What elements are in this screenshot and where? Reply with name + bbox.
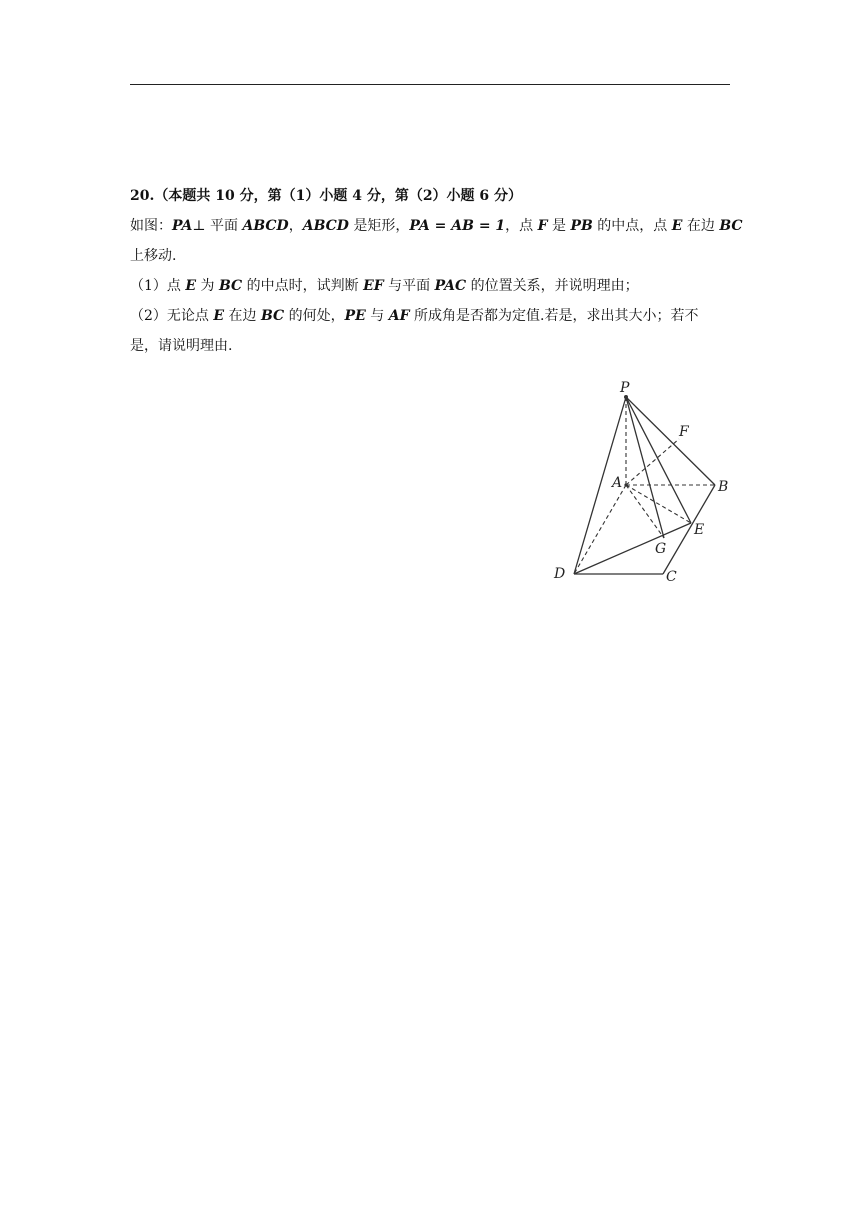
label-f: F bbox=[679, 424, 689, 440]
var-pa: PA bbox=[172, 218, 193, 234]
equation: PA = AB = 1 bbox=[409, 218, 506, 234]
stem-prefix: 如图： bbox=[130, 218, 172, 234]
on-edge-text: 在边 bbox=[682, 218, 720, 234]
q2-var-bc: BC bbox=[260, 308, 285, 324]
edge-ag bbox=[626, 485, 664, 538]
label-a: A bbox=[612, 475, 623, 491]
question-1 bbox=[130, 271, 730, 301]
q2-where: 的何处， bbox=[284, 308, 345, 324]
dashed-edges bbox=[574, 397, 715, 574]
label-c: C bbox=[666, 569, 677, 585]
var-e: E bbox=[671, 218, 683, 234]
var-f: F bbox=[537, 218, 548, 234]
var-bc: BC bbox=[719, 218, 743, 234]
label-p: P bbox=[620, 380, 630, 396]
question-2-line2: 是，请说明理由. bbox=[130, 338, 233, 354]
label-b: B bbox=[718, 479, 729, 495]
q1-prefix: （1）点 bbox=[130, 278, 186, 294]
label-g: G bbox=[655, 541, 667, 557]
solid-edges bbox=[574, 397, 715, 574]
q2-prefix: （2）无论点 bbox=[130, 308, 214, 324]
problem-text bbox=[130, 181, 743, 361]
q2-var-e: E bbox=[213, 308, 225, 324]
var-pb: PB bbox=[570, 218, 593, 234]
var-abcd-2: ABCD bbox=[302, 218, 349, 234]
vertex-a bbox=[624, 483, 627, 486]
q2-and: 与 bbox=[365, 308, 389, 324]
q1-var-pac: PAC bbox=[434, 278, 467, 294]
header-rule bbox=[130, 84, 730, 85]
comma: ， bbox=[288, 218, 303, 234]
edge-cb bbox=[663, 485, 715, 574]
q2-end: 所成角是否都为定值.若是，求出其大小；若不 bbox=[409, 308, 699, 324]
point-text: ，点 bbox=[505, 218, 538, 234]
q2-var-pe: PE bbox=[344, 308, 366, 324]
is-text: 是 bbox=[547, 218, 571, 234]
edge-de bbox=[574, 523, 691, 574]
q1-end: 的位置关系，并说明理由； bbox=[466, 278, 639, 294]
edge-pb bbox=[626, 397, 715, 485]
q1-mid: 的中点时，试判断 bbox=[242, 278, 364, 294]
question-2 bbox=[130, 301, 730, 331]
q1-var-ef: EF bbox=[363, 278, 384, 294]
label-e: E bbox=[694, 522, 705, 538]
problem-stem bbox=[130, 211, 743, 241]
edge-af bbox=[626, 439, 679, 485]
edge-pg bbox=[626, 397, 664, 538]
q1-var-e: E bbox=[185, 278, 197, 294]
midpoint-text: 的中点，点 bbox=[592, 218, 672, 234]
pyramid-figure bbox=[545, 372, 745, 587]
q2-on: 在边 bbox=[224, 308, 261, 324]
q2-var-af: AF bbox=[388, 308, 410, 324]
perp-text: ⊥ 平面 bbox=[192, 218, 243, 234]
q1-with: 与平面 bbox=[383, 278, 435, 294]
q1-is: 为 bbox=[196, 278, 219, 294]
problem-title: 20.（本题共 10 分，第（1）小题 4 分，第（2）小题 6 分） bbox=[130, 188, 523, 204]
is-rect-text: 是矩形， bbox=[348, 218, 410, 234]
pyramid-diagram bbox=[545, 372, 745, 587]
q1-var-bc: BC bbox=[218, 278, 243, 294]
problem-stem-line2: 上移动. bbox=[130, 248, 177, 264]
var-abcd: ABCD bbox=[242, 218, 289, 234]
edge-ad bbox=[574, 485, 626, 574]
label-d: D bbox=[554, 566, 566, 582]
